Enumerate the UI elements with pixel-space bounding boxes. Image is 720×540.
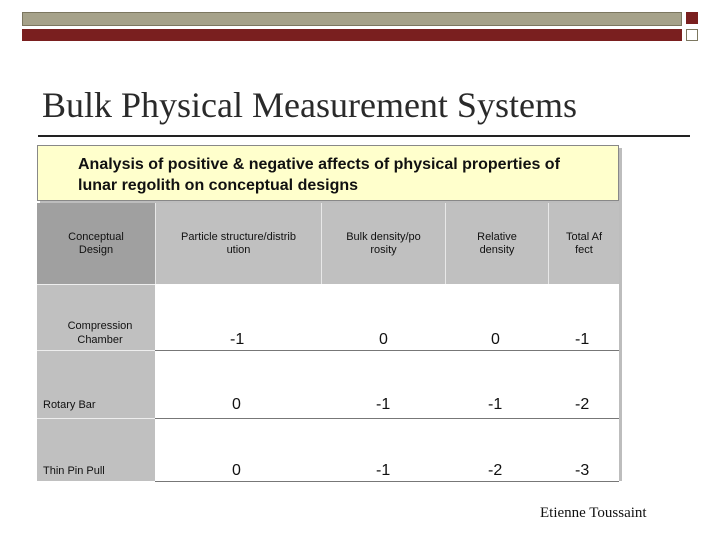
table-row-label (37, 418, 155, 481)
header-total-affect (548, 203, 619, 284)
header-label: Bulk density/porosity (346, 230, 421, 256)
table-row-label (37, 350, 155, 418)
table-cell: -2 (488, 462, 503, 479)
slide-title: Bulk Physical Measurement Systems (42, 85, 577, 125)
header-label: Total Affect (565, 230, 603, 256)
analysis-text: Analysis of positive & negative affects of physical properties of lunar regolith on conceptual designs (78, 156, 560, 194)
header-relative-density (445, 203, 548, 284)
row-divider (155, 418, 619, 419)
header-label: Conceptual Design (68, 230, 124, 256)
top-decorative-bar (22, 12, 682, 26)
header-bulk-density (321, 203, 445, 284)
table-cell: -2 (575, 396, 590, 413)
analysis-box (37, 145, 619, 201)
header-particle-structure (155, 203, 321, 284)
table-cell: 0 (491, 331, 500, 348)
header-label: Particle structure/distribution (181, 230, 296, 256)
table-cell: -1 (575, 331, 590, 348)
row-design-label: Compression Chamber (67, 320, 133, 346)
table-cell: 0 (379, 331, 388, 348)
row-divider (155, 350, 619, 351)
accent-square-top (686, 12, 698, 24)
title-underline (38, 135, 690, 137)
table-cell: -1 (376, 462, 391, 479)
table-cell: -3 (575, 462, 590, 479)
table-cell: 0 (232, 462, 241, 479)
row-design-label: Rotary Bar (43, 399, 96, 411)
table-cell: -1 (488, 396, 503, 413)
table-cell: -1 (230, 331, 245, 348)
table-cell: -1 (376, 396, 391, 413)
accent-square-bottom (686, 29, 698, 41)
header-conceptual-design (37, 203, 155, 284)
table-row-label (37, 284, 155, 350)
row-divider (155, 481, 619, 482)
row-design-label: Thin Pin Pull (43, 465, 105, 477)
table-shadow (619, 203, 622, 481)
table-cell: 0 (232, 396, 241, 413)
accent-bar (22, 29, 682, 41)
header-label: Relative density (477, 230, 517, 256)
author-name: Etienne Toussaint (540, 505, 647, 521)
